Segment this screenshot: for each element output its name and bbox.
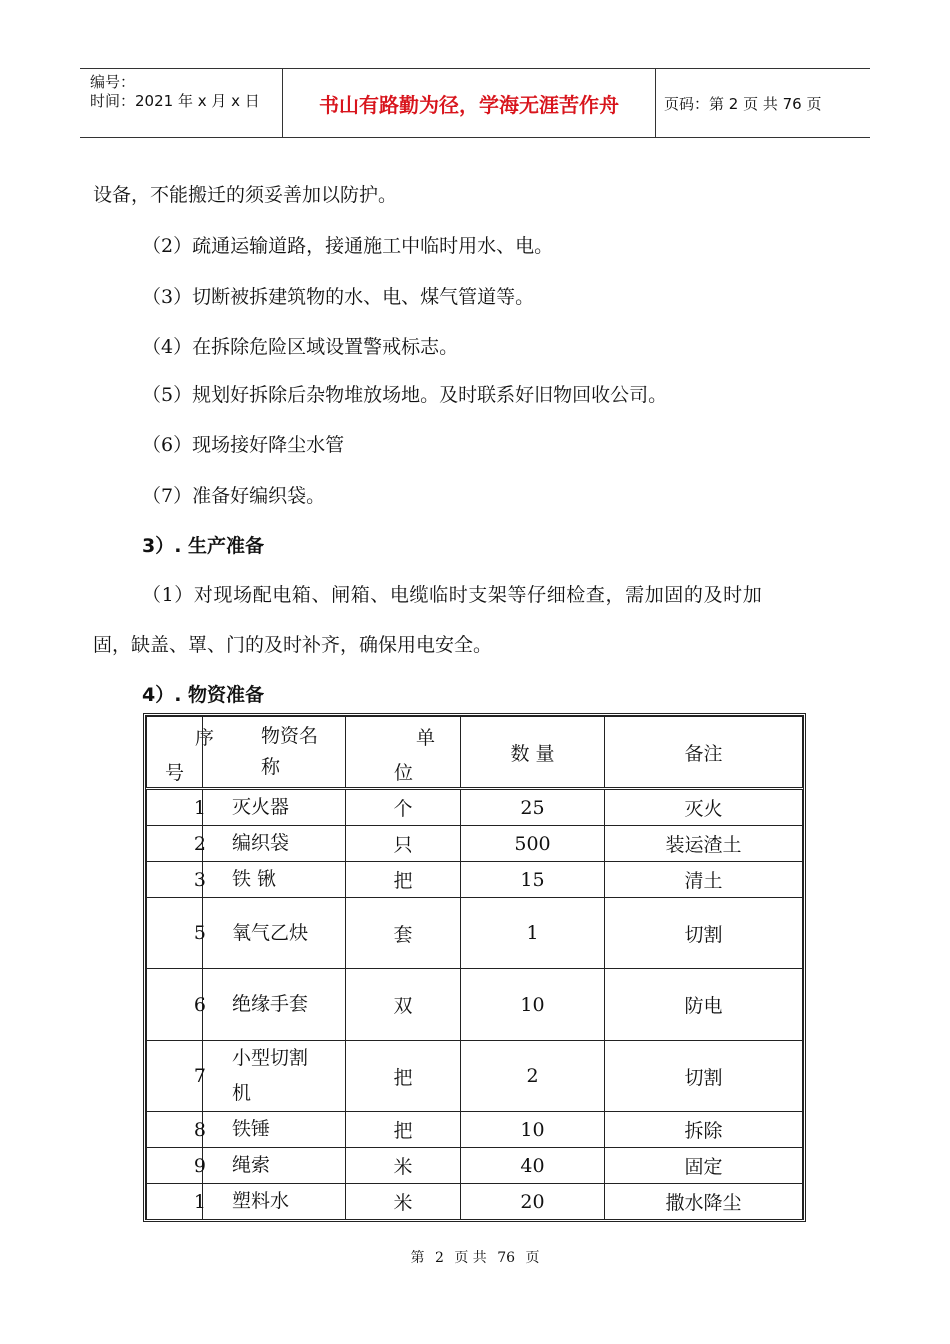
footer-mid: 页 共 bbox=[454, 1250, 487, 1266]
paragraph: （4）在拆除危险区域设置警戒标志。 bbox=[142, 336, 459, 358]
row-note-cell bbox=[605, 1112, 803, 1148]
row-no-cell bbox=[147, 1112, 206, 1148]
row-note: 拆除 bbox=[684, 1120, 723, 1142]
row-note: 固定 bbox=[684, 1156, 723, 1178]
row-note: 切割 bbox=[684, 923, 723, 946]
row-name: 绝缘手套 bbox=[232, 993, 309, 1015]
row-name-cell bbox=[203, 826, 346, 862]
row-no: 2 bbox=[193, 832, 206, 855]
row-name: 铁锤 bbox=[232, 1118, 271, 1140]
paragraph: （6）现场接好降尘水管 bbox=[142, 434, 345, 456]
row-no-cell bbox=[147, 862, 206, 898]
paragraph: （1）对现场配电箱、闸箱、电缆临时支架等仔细检查，需加固的及时加 bbox=[142, 584, 763, 606]
row-unit: 双 bbox=[393, 995, 413, 1017]
row-no: 1 bbox=[193, 796, 206, 819]
table-row bbox=[147, 969, 803, 1041]
section-heading: 4）. 物资准备 bbox=[142, 684, 265, 706]
row-note: 灭火 bbox=[684, 798, 723, 820]
materials-table bbox=[143, 713, 806, 1222]
footer-page-no: 2 bbox=[434, 1250, 444, 1266]
header-name bbox=[203, 717, 346, 789]
row-qty: 10 bbox=[520, 993, 545, 1016]
footer-total: 76 bbox=[497, 1250, 516, 1266]
row-unit: 把 bbox=[393, 870, 413, 892]
header-motto: 书山有路勤为径，学海无涯苦作舟 bbox=[319, 92, 619, 117]
page-header bbox=[80, 68, 870, 138]
row-qty: 20 bbox=[520, 1190, 545, 1213]
row-note: 清土 bbox=[684, 870, 723, 892]
row-name-cell bbox=[203, 862, 346, 898]
header-unit-top: 单 bbox=[416, 727, 436, 749]
header-unit bbox=[346, 717, 461, 789]
serial-label: 编号： bbox=[90, 73, 136, 91]
row-note-cell bbox=[605, 1184, 803, 1220]
paragraph: （3）切断被拆建筑物的水、电、煤气管道等。 bbox=[142, 286, 535, 308]
paragraph: （5）规划好拆除后杂物堆放场地。及时联系好旧物回收公司。 bbox=[142, 384, 668, 406]
row-unit: 米 bbox=[393, 1192, 413, 1214]
row-unit: 米 bbox=[393, 1156, 413, 1178]
header-page-info: 页码：第 2 页 共 76 页 bbox=[664, 94, 822, 113]
row-note-cell bbox=[605, 826, 803, 862]
row-name: 绳索 bbox=[232, 1154, 271, 1176]
row-name-cell bbox=[203, 1184, 346, 1220]
table-row bbox=[147, 898, 803, 969]
table-row bbox=[147, 1112, 803, 1148]
footer-prefix: 第 bbox=[410, 1250, 425, 1266]
paragraph: 固，缺盖、罩、门的及时补齐，确保用电安全。 bbox=[93, 634, 493, 656]
row-qty: 1 bbox=[526, 922, 539, 944]
row-unit-cell bbox=[346, 789, 461, 826]
table-row bbox=[147, 789, 803, 826]
row-no: 5 bbox=[193, 922, 206, 944]
paragraph: 设备，不能搬迁的须妥善加以防护。 bbox=[93, 184, 398, 206]
row-name: 小型切割机 bbox=[232, 1047, 309, 1104]
paragraph: （2）疏通运输道路，接通施工中临时用水、电。 bbox=[142, 235, 554, 257]
row-name: 塑料水 bbox=[232, 1190, 290, 1212]
row-name: 灭火器 bbox=[232, 796, 290, 818]
row-qty-cell bbox=[461, 826, 605, 862]
row-qty-cell bbox=[461, 1184, 605, 1220]
row-note-cell bbox=[605, 969, 803, 1041]
row-unit-cell bbox=[346, 826, 461, 862]
row-qty: 500 bbox=[514, 832, 551, 855]
row-no: 9 bbox=[193, 1154, 206, 1177]
row-qty: 25 bbox=[520, 796, 545, 819]
row-unit: 把 bbox=[393, 1120, 413, 1142]
row-name: 氧气乙炔 bbox=[232, 921, 309, 944]
row-no: 3 bbox=[193, 868, 206, 891]
row-qty: 2 bbox=[526, 1065, 539, 1087]
row-no-cell bbox=[147, 1148, 206, 1184]
row-unit: 只 bbox=[393, 834, 413, 856]
header-unit-bottom: 位 bbox=[394, 762, 414, 784]
row-name-cell bbox=[203, 898, 346, 969]
header-name-bottom: 称 bbox=[261, 756, 281, 778]
row-no: 7 bbox=[193, 1065, 206, 1087]
row-unit: 个 bbox=[393, 798, 413, 820]
row-unit-cell bbox=[346, 1148, 461, 1184]
header-no bbox=[147, 717, 214, 789]
row-no-cell bbox=[147, 898, 206, 969]
table-row bbox=[147, 826, 803, 862]
row-name-cell bbox=[203, 969, 346, 1041]
row-no-cell bbox=[147, 789, 206, 826]
row-note-cell bbox=[605, 862, 803, 898]
row-name: 铁 锹 bbox=[232, 868, 277, 890]
row-unit-cell bbox=[346, 1041, 461, 1112]
row-qty: 40 bbox=[520, 1154, 545, 1177]
row-note: 切割 bbox=[684, 1066, 723, 1089]
header-note: 备注 bbox=[605, 717, 803, 789]
row-qty-cell bbox=[461, 1041, 605, 1112]
row-note: 防电 bbox=[684, 995, 723, 1017]
row-qty-cell bbox=[461, 1148, 605, 1184]
row-name: 编织袋 bbox=[232, 832, 290, 854]
header-qty: 数 量 bbox=[461, 717, 605, 789]
header-no-bottom: 号 bbox=[165, 762, 185, 784]
row-unit-cell bbox=[346, 1184, 461, 1220]
row-unit: 把 bbox=[393, 1066, 413, 1089]
row-no: 6 bbox=[193, 993, 206, 1016]
row-unit-cell bbox=[346, 862, 461, 898]
row-no-cell bbox=[147, 1184, 206, 1220]
row-note: 撒水降尘 bbox=[665, 1192, 742, 1214]
row-qty-cell bbox=[461, 898, 605, 969]
row-qty: 10 bbox=[520, 1118, 545, 1141]
row-unit-cell bbox=[346, 898, 461, 969]
time-label: 时间：2021 年 x 月 x 日 bbox=[90, 92, 260, 110]
header-meta bbox=[90, 73, 260, 111]
row-qty-cell bbox=[461, 789, 605, 826]
table-row bbox=[147, 1041, 803, 1112]
row-note-cell bbox=[605, 1041, 803, 1112]
row-unit-cell bbox=[346, 969, 461, 1041]
row-unit: 套 bbox=[393, 923, 413, 946]
table-row bbox=[147, 1184, 803, 1220]
table-header-row bbox=[147, 717, 803, 789]
row-name-cell bbox=[203, 1041, 346, 1112]
row-no-cell bbox=[147, 969, 206, 1041]
header-name-top: 物资名 bbox=[261, 725, 319, 747]
row-no: 1 bbox=[193, 1190, 206, 1213]
row-name-cell bbox=[203, 789, 346, 826]
table-row bbox=[147, 1148, 803, 1184]
row-note-cell bbox=[605, 1148, 803, 1184]
row-note: 装运渣土 bbox=[665, 834, 742, 856]
header-no-top: 序 bbox=[194, 727, 214, 749]
row-no-cell bbox=[147, 826, 206, 862]
row-note-cell bbox=[605, 789, 803, 826]
row-no-cell bbox=[147, 1041, 206, 1112]
row-no: 8 bbox=[193, 1118, 206, 1141]
row-name-cell bbox=[203, 1148, 346, 1184]
row-unit-cell bbox=[346, 1112, 461, 1148]
row-name-cell bbox=[203, 1112, 346, 1148]
row-qty-cell bbox=[461, 1112, 605, 1148]
table-row bbox=[147, 862, 803, 898]
paragraph: （7）准备好编织袋。 bbox=[142, 485, 326, 507]
header-divider bbox=[655, 69, 656, 137]
page-footer bbox=[0, 1247, 950, 1267]
section-heading: 3）. 生产准备 bbox=[142, 535, 265, 557]
row-qty-cell bbox=[461, 969, 605, 1041]
row-note-cell bbox=[605, 898, 803, 969]
row-qty-cell bbox=[461, 862, 605, 898]
footer-suffix: 页 bbox=[525, 1250, 540, 1266]
row-qty: 15 bbox=[520, 868, 545, 891]
